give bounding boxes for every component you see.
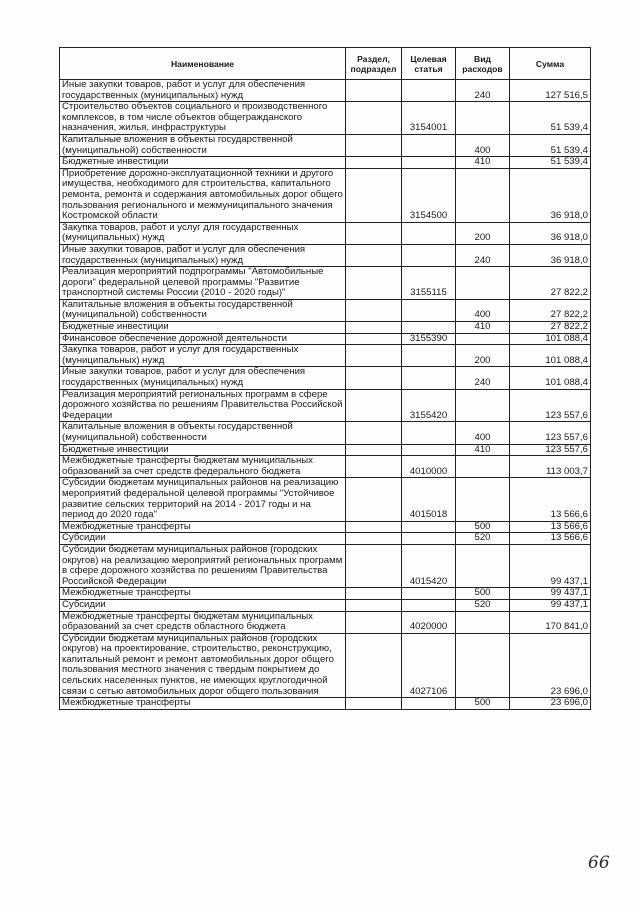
row-sum: 101 088,4 [510,333,591,345]
row-name: Субсидии [60,533,346,545]
row-expense-type: 240 [456,244,510,266]
row-article [402,322,456,334]
table-row [60,345,591,367]
row-section [346,267,402,300]
table-row [60,80,591,102]
table-row [60,102,591,135]
table-header-row [60,48,591,80]
row-section [346,698,402,710]
row-expense-type: 400 [456,422,510,444]
row-name: Субсидии [60,599,346,611]
row-sum: 99 437,1 [510,588,591,600]
row-sum: 101 088,4 [510,367,591,389]
row-article: 3155115 [402,267,456,300]
row-sum: 99 437,1 [510,544,591,587]
row-sum: 13 566,6 [510,521,591,533]
table-row [60,599,591,611]
row-sum: 13 566,6 [510,478,591,521]
row-section [346,633,402,698]
row-expense-type [456,267,510,300]
row-expense-type [456,611,510,633]
table-row [60,698,591,710]
row-sum: 123 557,6 [510,422,591,444]
budget-table [59,47,591,710]
row-sum: 113 003,7 [510,456,591,478]
table-row [60,367,591,389]
row-article: 4015018 [402,478,456,521]
row-sum: 123 557,6 [510,389,591,422]
row-article [402,521,456,533]
row-section [346,322,402,334]
table-row [60,222,591,244]
row-section [346,588,402,600]
row-expense-type [456,389,510,422]
row-section [346,478,402,521]
table-row [60,389,591,422]
row-expense-type: 400 [456,299,510,321]
row-section [346,157,402,169]
row-sum: 51 539,4 [510,102,591,135]
row-name: Бюджетные инвестиции [60,157,346,169]
row-article: 3154001 [402,102,456,135]
row-section [346,345,402,367]
row-name: Реализация мероприятий подпрограммы "Автомобильные дороги" федеральной целевой программы "Развитие транспортной системы России (2010 - 2020 годы)" [60,267,346,300]
row-section [346,244,402,266]
header-section: Раздел, подраздел [346,48,402,80]
row-sum: 170 841,0 [510,611,591,633]
table-row [60,533,591,545]
row-expense-type [456,478,510,521]
row-sum: 36 918,0 [510,222,591,244]
row-name: Субсидии бюджетам муниципальных районов (городских округов) на реализацию мероприятий региональных программ в сфере дорожного хозяйства по решениям Правительства Российской Федерации [60,544,346,587]
row-expense-type: 500 [456,521,510,533]
row-expense-type: 410 [456,444,510,456]
row-name: Иные закупки товаров, работ и услуг для обеспечения государственных (муниципальных) нужд [60,367,346,389]
row-name: Межбюджетные трансферты бюджетам муниципальных образований за счет средств федерального бюджета [60,456,346,478]
row-name: Реализация мероприятий региональных программ в сфере дорожного хозяйства по решениям Правительства Российской Федерации [60,389,346,422]
row-sum: 36 918,0 [510,168,591,222]
row-name: Субсидии бюджетам муниципальных районов (городских округов) на проектирование, строительство, реконструкцию, капитальный ремонт и ремонт автомобильных дорог общего пользования местного значения с твердым покрытием до сельских населенных пунктов, не имеющих круглогодичной связи с сетью автомобильных дорог общего пользования [60,633,346,698]
row-sum: 99 437,1 [510,599,591,611]
row-expense-type: 500 [456,698,510,710]
row-article: 4020000 [402,611,456,633]
row-name: Финансовое обеспечение дорожной деятельности [60,333,346,345]
row-sum: 101 088,4 [510,345,591,367]
row-expense-type: 520 [456,599,510,611]
row-article [402,599,456,611]
row-name: Строительство объектов социального и производственного комплексов, в том числе объектов общегражданского назначения, жилья, инфраструктуры [60,102,346,135]
row-section [346,599,402,611]
row-article: 3154500 [402,168,456,222]
row-article [402,244,456,266]
row-section [346,533,402,545]
row-section [346,544,402,587]
row-article [402,533,456,545]
row-article: 3155420 [402,389,456,422]
row-section [346,611,402,633]
header-article: Целевая статья [402,48,456,80]
table-row [60,168,591,222]
page-number: 66 [588,853,610,873]
row-sum: 23 696,0 [510,698,591,710]
row-sum: 123 557,6 [510,444,591,456]
table-row [60,244,591,266]
row-article [402,444,456,456]
row-sum: 27 822,2 [510,322,591,334]
table-row [60,422,591,444]
header-name: Наименование [60,48,346,80]
row-article: 3155390 [402,333,456,345]
row-expense-type [456,544,510,587]
row-expense-type [456,456,510,478]
row-sum: 36 918,0 [510,244,591,266]
row-name: Капитальные вложения в объекты государственной (муниципальной) собственности [60,299,346,321]
table-row [60,588,591,600]
row-section [346,422,402,444]
row-expense-type: 240 [456,367,510,389]
row-article [402,134,456,156]
row-expense-type: 520 [456,533,510,545]
row-section [346,134,402,156]
row-expense-type: 200 [456,345,510,367]
row-name: Межбюджетные трансферты бюджетам муниципальных образований за счет средств областного бюджета [60,611,346,633]
table-row [60,544,591,587]
row-name: Закупка товаров, работ и услуг для государственных (муниципальных) нужд [60,345,346,367]
row-name: Межбюджетные трансферты [60,698,346,710]
row-article: 4015420 [402,544,456,587]
row-article: 4027106 [402,633,456,698]
row-article: 4010000 [402,456,456,478]
table-row [60,134,591,156]
row-section [346,456,402,478]
row-name: Субсидии бюджетам муниципальных районов на реализацию мероприятий федеральной целевой программы "Устойчивое развитие сельских территорий на 2014 - 2017 годы и на период до 2020 года" [60,478,346,521]
row-name: Межбюджетные трансферты [60,521,346,533]
table-row [60,444,591,456]
row-sum: 27 822,2 [510,299,591,321]
row-sum: 51 539,4 [510,157,591,169]
table-row [60,157,591,169]
header-sum: Сумма [510,48,591,80]
row-expense-type [456,168,510,222]
row-section [346,80,402,102]
table-row [60,456,591,478]
row-section [346,444,402,456]
row-section [346,168,402,222]
row-article [402,222,456,244]
row-expense-type: 410 [456,322,510,334]
row-section [346,102,402,135]
table-row [60,521,591,533]
table-row [60,333,591,345]
table-row [60,322,591,334]
row-name: Приобретение дорожно-эксплуатационной техники и другого имущества, необходимого для строительства, капитального ремонта, ремонта и содержания автомобильных дорог общего пользования регионального и межмуниципального значения Костромской области [60,168,346,222]
row-article [402,367,456,389]
row-article [402,588,456,600]
row-name: Иные закупки товаров, работ и услуг для обеспечения государственных (муниципальных) нужд [60,244,346,266]
row-article [402,345,456,367]
row-expense-type: 410 [456,157,510,169]
row-sum: 51 539,4 [510,134,591,156]
table-row [60,267,591,300]
table-row [60,478,591,521]
row-name: Межбюджетные трансферты [60,588,346,600]
row-expense-type [456,633,510,698]
row-section [346,389,402,422]
row-sum: 27 822,2 [510,267,591,300]
row-section [346,299,402,321]
row-article [402,698,456,710]
row-expense-type: 400 [456,134,510,156]
row-expense-type: 200 [456,222,510,244]
row-article [402,80,456,102]
row-expense-type: 500 [456,588,510,600]
row-name: Капитальные вложения в объекты государственной (муниципальной) собственности [60,134,346,156]
table-body [60,80,591,710]
row-expense-type: 240 [456,80,510,102]
row-expense-type [456,333,510,345]
table-row [60,633,591,698]
row-sum: 13 566,6 [510,533,591,545]
row-name: Иные закупки товаров, работ и услуг для обеспечения государственных (муниципальных) нужд [60,80,346,102]
row-article [402,422,456,444]
row-name: Закупка товаров, работ и услуг для государственных (муниципальных) нужд [60,222,346,244]
row-section [346,222,402,244]
row-sum: 23 696,0 [510,633,591,698]
row-article [402,299,456,321]
row-section [346,521,402,533]
row-name: Бюджетные инвестиции [60,322,346,334]
header-expense-type: Вид расходов [456,48,510,80]
row-name: Бюджетные инвестиции [60,444,346,456]
row-name: Капитальные вложения в объекты государственной (муниципальной) собственности [60,422,346,444]
row-expense-type [456,102,510,135]
table-row [60,299,591,321]
row-sum: 127 516,5 [510,80,591,102]
row-article [402,157,456,169]
row-section [346,333,402,345]
table-row [60,611,591,633]
row-section [346,367,402,389]
